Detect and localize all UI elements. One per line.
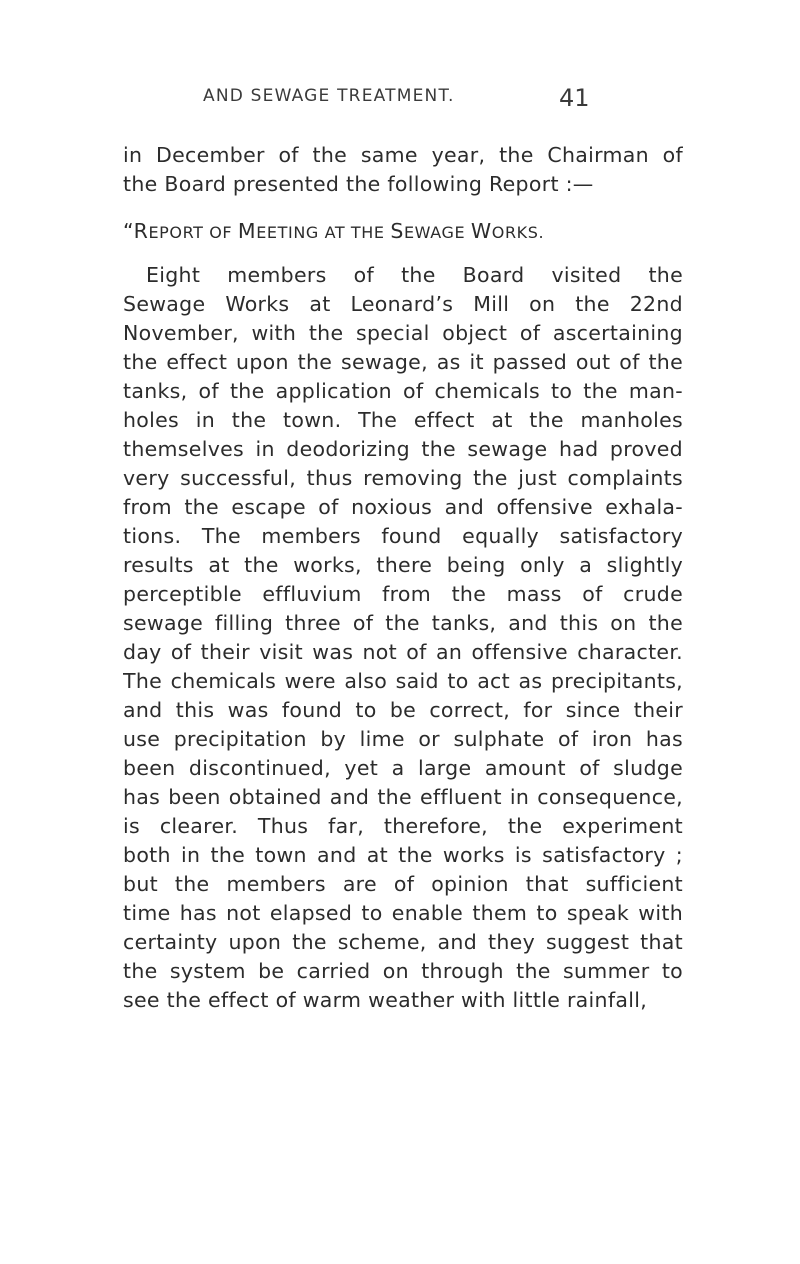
paragraph-line: the effect upon the sewage, as it passed out of the [123, 350, 683, 374]
paragraph-line: but the members are of opinion that sufficient [123, 872, 683, 896]
paragraph-line: holes in the town. The effect at the manholes [123, 408, 683, 432]
paragraph-line: been discontinued, yet a large amount of sludge [123, 756, 683, 780]
paragraph-line: tions. The members found equally satisfactory [123, 524, 683, 548]
paragraph-line: results at the works, there being only a slightly [123, 553, 683, 577]
paragraph-line: The chemicals were also said to act as precipitants, [123, 669, 683, 693]
paragraph-line: both in the town and at the works is satisfactory ; [123, 843, 683, 867]
paragraph-line: time has not elapsed to enable them to speak with [123, 901, 683, 925]
intro-line: in December of the same year, the Chairman of [123, 143, 683, 167]
paragraph-line: is clearer. Thus far, therefore, the experiment [123, 814, 683, 838]
paragraph-line: and this was found to be correct, for since their [123, 698, 683, 722]
paragraph-line: sewage filling three of the tanks, and this on the [123, 611, 683, 635]
report-heading-ewage: EWAGE [403, 223, 471, 242]
paragraph-line: very successful, thus removing the just complaints [123, 466, 683, 490]
paragraph-line: has been obtained and the effluent in consequence, [123, 785, 683, 809]
paragraph-line: November, with the special object of ascertaining [123, 321, 683, 345]
report-heading-m: M [237, 219, 257, 243]
paragraph-line: Eight members of the Board visited the [146, 263, 683, 287]
paragraph-line: themselves in deodorizing the sewage had proved [123, 437, 683, 461]
report-heading-w: W [470, 219, 492, 243]
report-heading-quote: “ [123, 219, 134, 243]
paragraph-line: perceptible effluvium from the mass of crude [123, 582, 683, 606]
report-heading-orks: ORKS. [491, 223, 545, 242]
report-heading-s: S [390, 219, 404, 243]
paragraph-line: use precipitation by lime or sulphate of iron has [123, 727, 683, 751]
paragraph-line: from the escape of noxious and offensive exhala- [123, 495, 683, 519]
report-heading-eeting: EETING AT THE [256, 223, 391, 242]
paragraph-line: day of their visit was not of an offensive character. [123, 640, 683, 664]
intro-line: the Board presented the following Report :— [123, 172, 594, 196]
paragraph-line: certainty upon the scheme, and they suggest that [123, 930, 683, 954]
report-heading [123, 218, 544, 246]
paragraph-line: the system be carried on through the summer to [123, 959, 683, 983]
page-number: 41 [559, 84, 590, 112]
running-head [0, 86, 800, 116]
report-heading-eport: EPORT OF [148, 223, 238, 242]
paragraph-line: see the effect of warm weather with little rainfall, [123, 988, 648, 1012]
report-heading-r: R [133, 219, 149, 243]
paragraph-line: Sewage Works at Leonard’s Mill on the 22nd [123, 292, 683, 316]
running-title: AND SEWAGE TREATMENT. [203, 86, 455, 106]
paragraph-line: tanks, of the application of chemicals to the man- [123, 379, 683, 403]
